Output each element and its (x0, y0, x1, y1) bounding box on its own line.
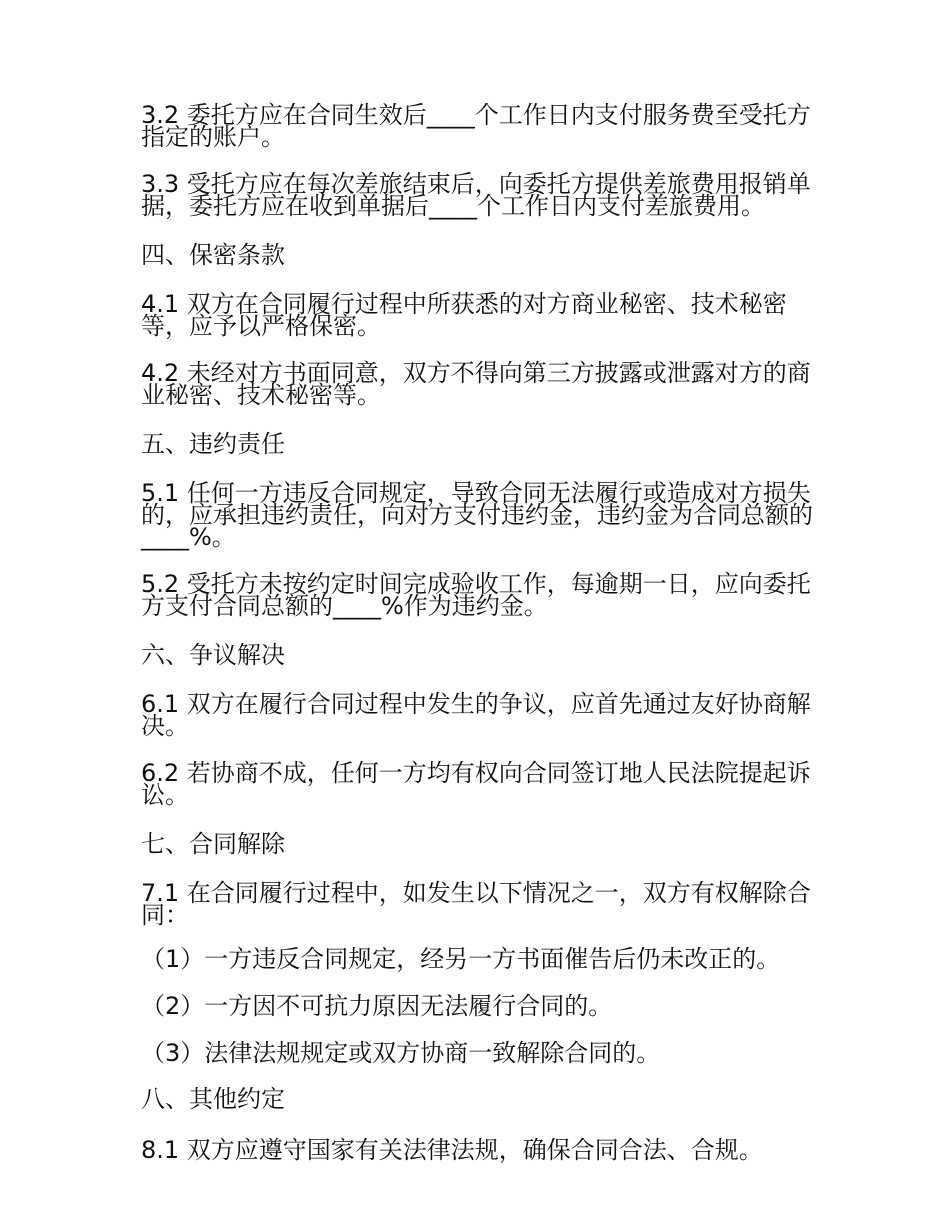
section-heading-confidentiality: 四、保密条款 (141, 241, 285, 269)
document-body (141, 101, 813, 1188)
clause-5-2: 5.2 受托方未按约定时间完成验收工作，每逾期一日，应向委托方支付合同总额的____%作为违约金。 (141, 570, 811, 620)
section-heading-termination: 七、合同解除 (141, 830, 285, 858)
clause-7-1: 7.1 在合同履行过程中，如发生以下情况之一，双方有权解除合同： (141, 879, 811, 929)
termination-condition-1: （1）一方违反合同规定，经另一方书面催告后仍未改正的。 (141, 945, 781, 973)
termination-condition-3: （3）法律法规规定或双方协商一致解除合同的。 (141, 1039, 661, 1067)
clause-6-1: 6.1 双方在履行合同过程中发生的争议，应首先通过友好协商解决。 (141, 690, 811, 740)
clause-8-1: 8.1 双方应遵守国家有关法律法规，确保合同合法、合规。 (141, 1136, 763, 1164)
clause-3-3: 3.3 受托方应在每次差旅结束后，向委托方提供差旅费用报销单据，委托方应在收到单据后____个工作日内支付差旅费用。 (141, 170, 811, 220)
clause-6-2: 6.2 若协商不成，任何一方均有权向合同签订地人民法院提起诉讼。 (141, 759, 811, 809)
clause-4-1: 4.1 双方在合同履行过程中所获悉的对方商业秘密、技术秘密等，应予以严格保密。 (141, 290, 787, 340)
clause-5-1: 5.1 任何一方违反合同规定，导致合同无法履行或造成对方损失的，应承担违约责任，向对方支付违约金，违约金为合同总额的____%。 (141, 479, 813, 551)
termination-condition-2: （2）一方因不可抗力原因无法履行合同的。 (141, 992, 613, 1020)
section-heading-other: 八、其他约定 (141, 1085, 285, 1113)
clause-4-2: 4.2 未经对方书面同意，双方不得向第三方披露或泄露对方的商业秘密、技术秘密等。 (141, 359, 811, 409)
section-heading-liability: 五、违约责任 (141, 430, 285, 458)
clause-3-2: 3.2 委托方应在合同生效后____个工作日内支付服务费至受托方指定的账户。 (141, 101, 811, 151)
section-heading-disputes: 六、争议解决 (141, 641, 285, 669)
